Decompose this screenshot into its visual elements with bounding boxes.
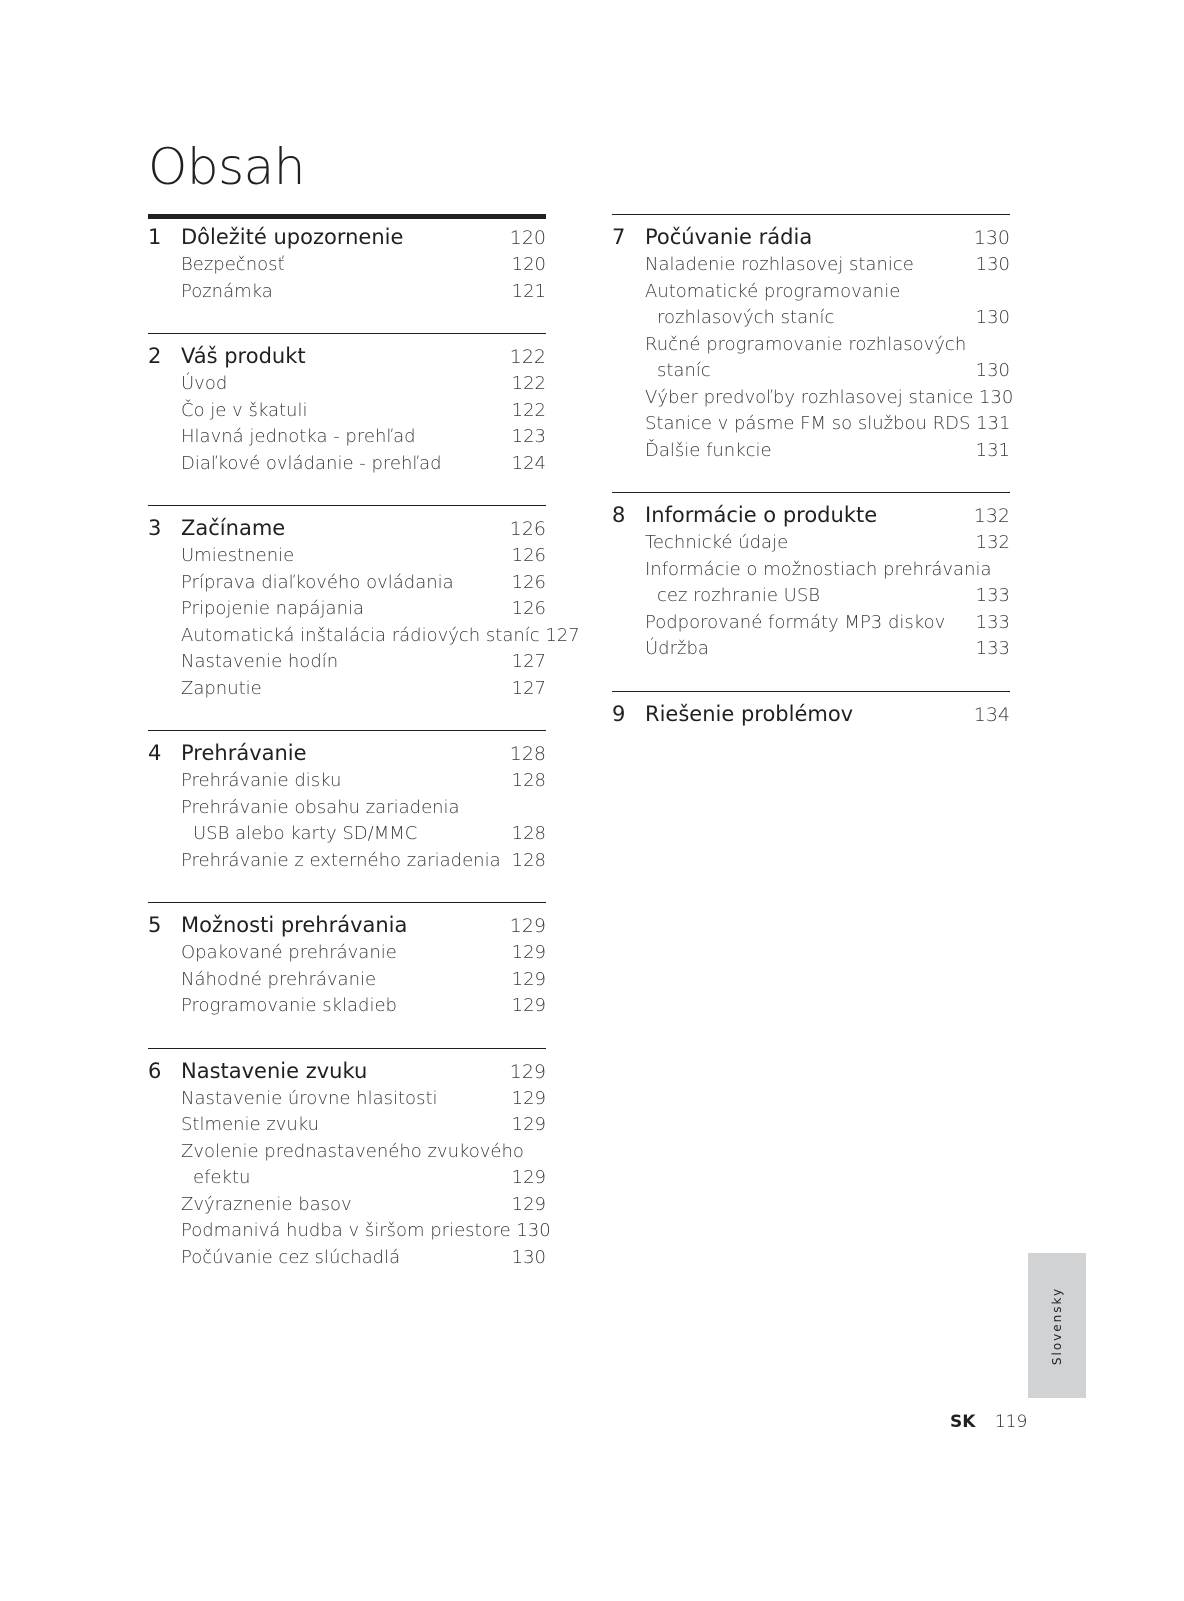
- entry-title: Naladenie rozhlasovej stanice: [645, 254, 914, 275]
- chapter-title: Nastavenie zvuku: [181, 1058, 368, 1083]
- entry-title: Nastavenie úrovne hlasitosti: [181, 1087, 438, 1109]
- toc-subentry[interactable]: [148, 570, 546, 597]
- entry-page: 122: [511, 399, 546, 421]
- entry-title: Nastavenie hodín: [181, 651, 339, 672]
- toc-subentry[interactable]: [148, 768, 546, 795]
- toc-subentry[interactable]: [148, 1086, 546, 1113]
- entry-page: 132: [975, 532, 1010, 553]
- chapter-page: 128: [509, 743, 546, 765]
- entry-title: Automatická inštalácia rádiových staníc: [181, 624, 540, 646]
- toc-section: [148, 1048, 551, 1272]
- chapter-title: Prehrávanie: [181, 741, 307, 765]
- toc-subentry[interactable]: [148, 1165, 546, 1192]
- chapter-number: 6: [148, 1058, 162, 1083]
- toc-subentry[interactable]: [612, 583, 1010, 610]
- entry-page: 129: [511, 1193, 546, 1215]
- toc-chapter-entry[interactable]: [612, 502, 1010, 530]
- language-side-tab-label: Slovensky: [1050, 1286, 1064, 1365]
- toc-subentry[interactable]: [148, 1139, 546, 1166]
- toc-subentry[interactable]: [148, 424, 546, 451]
- entry-page: 133: [975, 585, 1010, 606]
- chapter-page: 132: [973, 505, 1010, 527]
- toc-subentry[interactable]: [148, 1192, 546, 1219]
- page-footer: [950, 1412, 1027, 1432]
- entry-page: 124: [511, 452, 546, 474]
- toc-left-column: [148, 214, 580, 1299]
- toc-subentry[interactable]: [612, 610, 1010, 637]
- page-number: 119: [994, 1412, 1028, 1432]
- toc-subentry[interactable]: [612, 358, 1010, 385]
- entry-page: 129: [511, 1114, 546, 1135]
- toc-subentry[interactable]: [148, 543, 546, 570]
- entry-title: Zvolenie prednastaveného zvukového: [181, 1140, 524, 1162]
- entry-title: cez rozhranie USB: [657, 585, 821, 606]
- toc-chapter-entry[interactable]: [148, 515, 546, 543]
- entry-page: 131: [975, 439, 1010, 461]
- entry-title: Opakované prehrávanie: [181, 942, 397, 963]
- entry-title: Prehrávanie disku: [181, 770, 342, 791]
- toc-subentry[interactable]: [148, 1218, 551, 1245]
- toc-subentry[interactable]: [612, 305, 1010, 332]
- entry-page: 129: [511, 1087, 546, 1109]
- entry-title: Podporované formáty MP3 diskov: [645, 611, 946, 633]
- entry-title: Zapnutie: [181, 677, 262, 699]
- entry-page: 120: [511, 254, 546, 275]
- entry-title: Technické údaje: [645, 532, 789, 553]
- toc-subentry[interactable]: [612, 530, 1010, 557]
- toc-subentry[interactable]: [148, 371, 546, 398]
- toc-subentry[interactable]: [148, 252, 546, 279]
- toc-subentry[interactable]: [148, 451, 546, 478]
- toc-subentry[interactable]: [148, 1245, 546, 1272]
- entry-page: 128: [511, 770, 546, 791]
- toc-subentry[interactable]: [612, 385, 1014, 412]
- entry-title: Automatické programovanie: [645, 280, 901, 302]
- entry-page: 129: [511, 942, 546, 963]
- chapter-title: Začíname: [181, 516, 286, 540]
- chapter-title: Váš produkt: [181, 344, 306, 368]
- entry-title: Stanice v pásme FM so službou RDS: [645, 413, 971, 434]
- chapter-title: Informácie o produkte: [645, 503, 878, 527]
- page-title: Obsah: [148, 138, 305, 196]
- toc-section: [612, 214, 1014, 464]
- language-code: SK: [950, 1412, 976, 1432]
- toc-subentry[interactable]: [148, 795, 546, 822]
- toc-subentry[interactable]: [148, 848, 546, 875]
- toc-subentry[interactable]: [612, 438, 1010, 465]
- chapter-number: 8: [612, 503, 626, 527]
- entry-title: Prehrávanie obsahu zariadenia: [181, 796, 460, 818]
- chapter-page: 134: [973, 703, 1010, 726]
- toc-section: [148, 333, 546, 477]
- entry-page: 130: [516, 1220, 551, 1241]
- toc-section: [148, 505, 580, 702]
- chapter-page: 122: [509, 346, 546, 368]
- entry-title: staníc: [657, 360, 711, 381]
- entry-page: 123: [511, 426, 546, 447]
- entry-page: 128: [511, 849, 546, 871]
- toc-chapter-entry[interactable]: [148, 740, 546, 768]
- toc-subentry[interactable]: [148, 649, 546, 676]
- entry-title: Čo je v škatuli: [181, 399, 308, 421]
- entry-title: Informácie o možnostiach prehrávania: [645, 558, 992, 580]
- toc-subentry[interactable]: [148, 279, 546, 306]
- entry-title: Stlmenie zvuku: [181, 1114, 320, 1135]
- entry-page: 126: [511, 571, 546, 593]
- entry-page: 130: [978, 386, 1014, 408]
- language-side-tab: [1028, 1253, 1086, 1398]
- entry-page: 130: [975, 254, 1010, 275]
- chapter-number: 4: [148, 741, 162, 765]
- chapter-number: 3: [148, 516, 162, 540]
- toc-section: [148, 730, 546, 874]
- chapter-page: 126: [509, 518, 546, 540]
- toc-subentry[interactable]: [148, 596, 546, 623]
- toc-subentry[interactable]: [148, 993, 546, 1020]
- entry-page: 126: [511, 598, 546, 619]
- entry-title: Bezpečnosť: [181, 254, 285, 275]
- toc-chapter-entry[interactable]: [148, 224, 546, 252]
- entry-page: 129: [511, 1167, 546, 1188]
- entry-page: 130: [975, 360, 1010, 381]
- toc-subentry[interactable]: [148, 1112, 546, 1139]
- chapter-number: 1: [148, 225, 162, 249]
- chapter-title: Dôležité upozornenie: [181, 225, 404, 249]
- entry-title: Počúvanie cez slúchadlá: [181, 1246, 401, 1268]
- entry-page: 128: [511, 823, 546, 844]
- entry-title: Diaľkové ovládanie - prehľad: [181, 452, 442, 474]
- chapter-page: 120: [509, 227, 546, 249]
- toc-subentry[interactable]: [612, 332, 1010, 359]
- entry-title: Náhodné prehrávanie: [181, 968, 377, 990]
- toc-chapter-entry[interactable]: [612, 701, 1010, 729]
- entry-title: Umiestnenie: [181, 545, 295, 566]
- chapter-page: 129: [509, 915, 546, 937]
- entry-page: 133: [975, 638, 1010, 659]
- toc-section: [612, 691, 1010, 729]
- entry-page: 129: [511, 995, 546, 1016]
- entry-title: Programovanie skladieb: [181, 995, 397, 1016]
- toc-right-column: [612, 214, 1014, 757]
- entry-title: Úvod: [181, 373, 228, 394]
- entry-page: 130: [511, 1246, 546, 1268]
- chapter-page: 129: [509, 1060, 546, 1083]
- entry-page: 130: [975, 307, 1010, 328]
- entry-page: 127: [545, 624, 580, 646]
- entry-page: 126: [511, 545, 546, 566]
- entry-title: Pripojenie napájania: [181, 598, 365, 619]
- entry-title: Poznámka: [181, 280, 273, 302]
- entry-page: 127: [511, 677, 546, 699]
- entry-title: Prehrávanie z externého zariadenia: [181, 849, 501, 871]
- entry-title: rozhlasových staníc: [657, 307, 835, 328]
- entry-page: 129: [511, 968, 546, 990]
- toc-subentry[interactable]: [612, 279, 1010, 306]
- entry-page: 127: [511, 651, 546, 672]
- chapter-number: 2: [148, 344, 162, 368]
- entry-title: Podmanivá hudba v širšom priestore: [181, 1220, 511, 1241]
- entry-page: 133: [975, 611, 1010, 633]
- toc-subentry[interactable]: [148, 623, 580, 650]
- toc-chapter-entry[interactable]: [148, 912, 546, 940]
- chapter-number: 7: [612, 225, 626, 249]
- entry-title: Ručné programovanie rozhlasových: [645, 333, 967, 355]
- toc-subentry[interactable]: [148, 940, 546, 967]
- toc-subentry[interactable]: [612, 411, 1010, 438]
- toc-subentry[interactable]: [148, 821, 546, 848]
- chapter-number: 5: [148, 913, 162, 937]
- entry-title: Výber predvoľby rozhlasovej stanice: [645, 386, 974, 408]
- chapter-title: Možnosti prehrávania: [181, 913, 408, 937]
- entry-title: Ďalšie funkcie: [645, 439, 772, 461]
- entry-title: efektu: [193, 1167, 251, 1188]
- chapter-title: Počúvanie rádia: [645, 225, 813, 249]
- entry-page: 122: [511, 373, 546, 394]
- chapter-page: 130: [973, 227, 1010, 249]
- toc-subentry[interactable]: [612, 636, 1010, 663]
- entry-title: Príprava diaľkového ovládania: [181, 571, 454, 593]
- entry-title: USB alebo karty SD/MMC: [193, 823, 418, 844]
- toc-chapter-entry[interactable]: [612, 224, 1010, 252]
- entry-page: 121: [511, 280, 546, 302]
- entry-title: Hlavná jednotka - prehľad: [181, 426, 416, 447]
- chapter-title: Riešenie problémov: [645, 701, 854, 726]
- toc-subentry[interactable]: [148, 398, 546, 425]
- toc-section: [148, 902, 546, 1020]
- toc-chapter-entry[interactable]: [148, 1058, 546, 1086]
- toc-subentry[interactable]: [612, 557, 1010, 584]
- toc-chapter-entry[interactable]: [148, 343, 546, 371]
- toc-section: [612, 492, 1010, 663]
- toc-section: [148, 214, 546, 305]
- entry-title: Zvýraznenie basov: [181, 1193, 352, 1215]
- toc-subentry[interactable]: [148, 676, 546, 703]
- toc-subentry[interactable]: [148, 967, 546, 994]
- entry-title: Údržba: [645, 638, 709, 659]
- entry-page: 131: [976, 413, 1011, 434]
- toc-subentry[interactable]: [612, 252, 1010, 279]
- chapter-number: 9: [612, 701, 626, 726]
